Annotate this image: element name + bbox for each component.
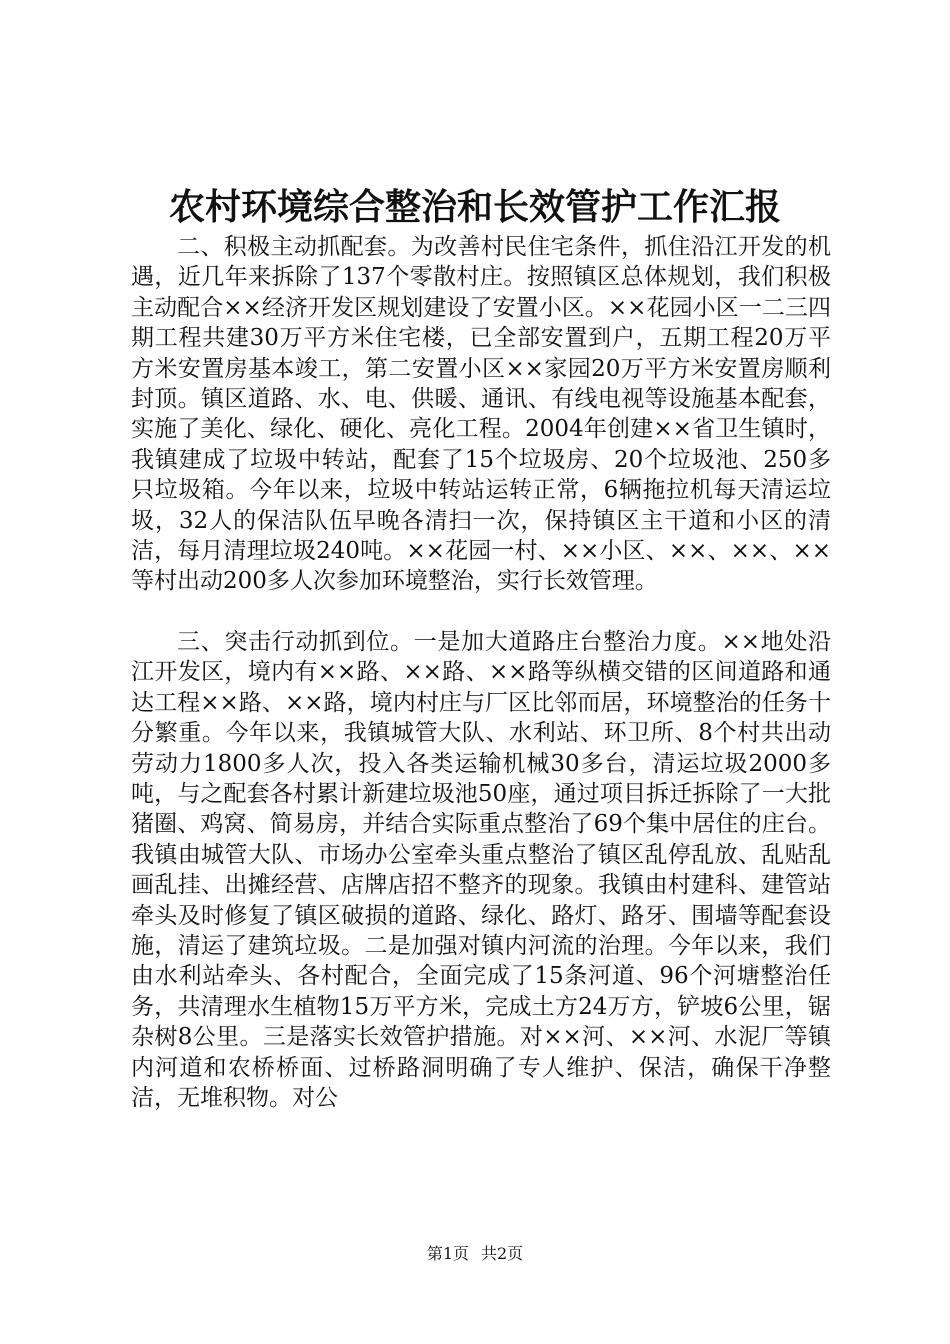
document-title: 农村环境综合整治和长效管护工作汇报 xyxy=(168,187,781,228)
paragraph-2: 二、积极主动抓配套。为改善村民住宅条件，抓住沿江开发的机遇，近几年来拆除了137个零散村庄。按照镇区总体规划，我们积极主动配合××经济开发区规划建设了安置小区。××花园小区一二三四期工程共建30万平方米住宅楼，已全部安置到户，五期工程20万平方米安置房基本竣工，第二安置小区××家园20万平方米安置房顺利封顶。镇区道路、水、电、供暖、通讯、有线电视等设施基本配套，实施了美化、绿化、硬化、亮化工程。2004年创建××省卫生镇时，我镇建成了垃圾中转站，配套了15个垃圾房、20个垃圾池、250多只垃圾箱。今年以来，垃圾中转站运转正常，6辆拖拉机每天清运垃圾，32人的保洁队伍早晚各清扫一次，保持镇区主干道和小区的清洁，每月清理垃圾240吨。××花园一村、××小区、××、××、××等村出动200多人次参加环境整治，实行长效管理。 xyxy=(131,234,831,595)
document-body xyxy=(131,232,831,1113)
page-total: 共2页 xyxy=(481,1244,524,1263)
page-footer xyxy=(0,1244,950,1264)
paragraph-3: 三、突击行动抓到位。一是加大道路庄台整治力度。××地处沿江开发区，境内有××路、××路、××路等纵横交错的区间道路和通达工程××路、××路，境内村庄与厂区比邻而居，环境整治的任务十分繁重。今年以来，我镇城管大队、水利站、环卫所、8个村共出动劳动力1800多人次，投入各类运输机械30多台，清运垃圾2000多吨，与之配套各村累计新建垃圾池50座，通过项目拆迁拆除了一大批猪圈、鸡窝、简易房，并结合实际重点整治了69个集中居住的庄台。我镇由城管大队、市场办公室牵头重点整治了镇区乱停乱放、乱贴乱画乱挂、出摊经营、店牌店招不整齐的现象。我镇由村建科、建管站牵头及时修复了镇区破损的道路、绿化、路灯、路牙、围墙等配套设施，清运了建筑垃圾。二是加强对镇内河流的治理。今年以来，我们由水利站牵头、各村配合，全面完成了15条河道、96个河塘整治任务，共清理水生植物15万平方米，完成土方24万方，铲坡6公里，锯杂树8公里。三是落实长效管护措施。对××河、××河、水泥厂等镇内河道和农桥桥面、过桥路洞明确了专人维护、保洁，确保干净整洁，无堆积物。对公 xyxy=(131,628,831,1111)
page-number: 第1页 xyxy=(426,1244,469,1263)
